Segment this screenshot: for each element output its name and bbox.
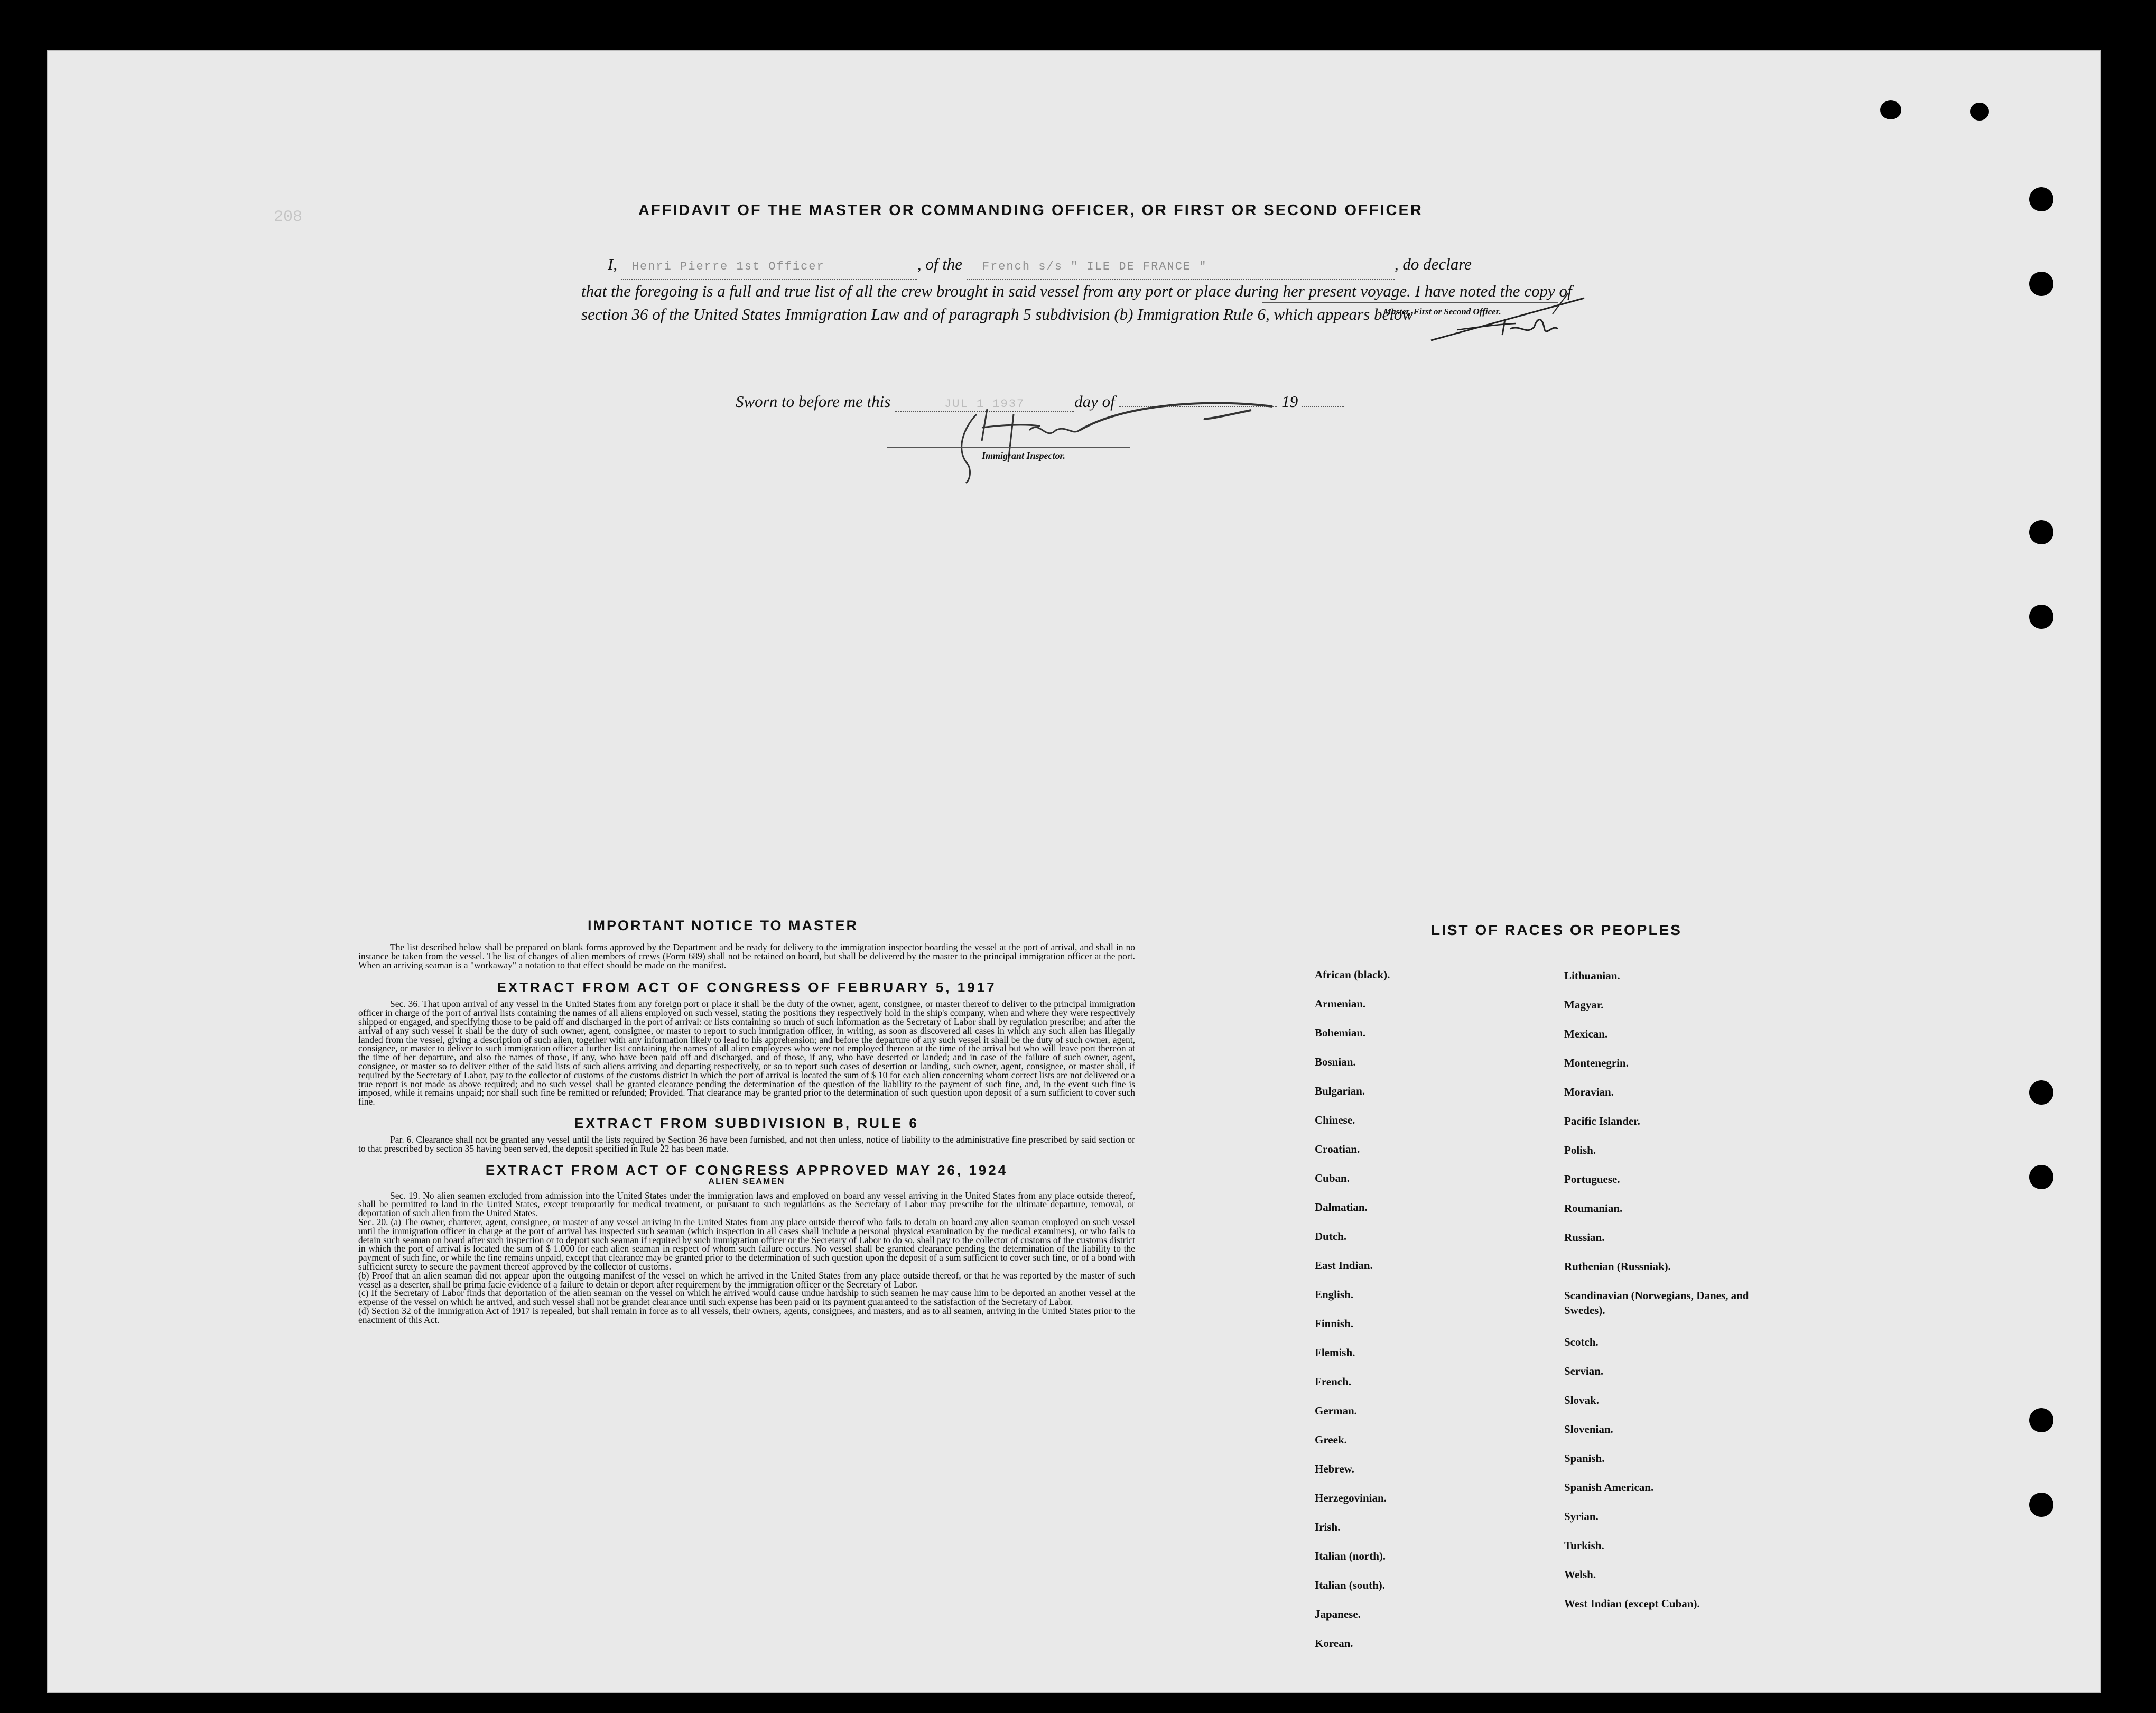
races-title: LIST OF RACES OR PEOPLES xyxy=(1431,922,1682,938)
sworn-prefix: Sworn to before me this xyxy=(736,392,891,411)
extract3-body: Sec. 19. No alien seamen excluded from admission into the United States under the immigration laws and employed on board any vessel arriving in the United States from any place outside thereof, shall be permitted to land in the United States, except temporarily for medical treatment, or pursuant to such regulations as the Secretary of Labor may prescribe for the ultimate departure, removal, or deportation of such alien from the United States. Sec. 20. (a) The owner, charterer, agent, consignee, or master of any vessel arriving in the United States from any place outside thereof who fails to detain on board any alien seaman employed on such vessel until the immigration officer in charge at the port of arrival has inspected such seaman (which inspection in all cases shall include a personal physical examination by the medical examiners), or who fails to detain such seaman on board after such inspection or to deport such seaman if required by such immigration officer or the Secretary of Labor to do so, shall pay to the collector of customs of the customs district in which the port of arrival is located the sum of $ 1.000 for each alien seaman in respect of whom such failure occurs. No vessel shall be granted clearance pending the determination of the liability to the payment of such fine, or while the fine remains unpaid, except that clearance may be granted prior to the determination of such question upon the deposit of a sum sufficient to cover such fine, or of a bond with sufficient surety to secure the payment thereof approved by the collector of customs. (b) Proof that an alien seaman did not appear upon the outgoing manifest of the vessel on which he arrived in the United States from any place outside thereof, or that he was reported by the master of such vessel as a deserter, shall be prima facie evidence of a failure to detain or deport after requirement by the immigration officer or the Secretary of Labor. (c) If the Secretary of Labor finds that deportation of the alien seaman on the vessel on which he arrived would cause undue hardship to such seamen he may cause him to be deported an another vessel at the expense of the vessel on which he arrived, and such vessel shall not be grandet clearance until such expense has been paid or its payment guaranteed to the satisfaction of the Secretary of Labor. (d) Section 32 of the Immigration Act of 1917 is repealed, but shall remain in force as to all vessels, their owners, agents, consignees, and masters, and as to all seamen, arriving in the United States prior to the enactment of this Act. xyxy=(358,1190,1135,1325)
race-item: Korean. xyxy=(1315,1637,1353,1650)
punch-hole-icon xyxy=(2029,1165,2053,1189)
inspector-signature-line xyxy=(887,447,1130,448)
race-item: Dalmatian. xyxy=(1315,1201,1368,1214)
race-item: East Indian. xyxy=(1315,1259,1373,1272)
race-item: Bosnian. xyxy=(1315,1055,1356,1068)
punch-hole-icon xyxy=(2029,520,2053,544)
extract1-title: EXTRACT FROM ACT OF CONGRESS OF FEBRUARY 5, 1917 xyxy=(497,979,997,996)
document-page xyxy=(47,50,2101,1693)
inspector-signature xyxy=(934,377,1336,494)
affidavit-prefix: I, xyxy=(608,255,618,273)
notice-paragraph: The list described below shall be prepared on blank forms approved by the Department and be ready for delivery to the immigration inspector boarding the vessel at the port of arrival, and shall in no instance be taken from the vessel. The list of changes of alien members of crews (Form 689) shall not be retained on board, but shall be delivered by the master to the principal immigration officer at the port. When an arriving seaman is a "workaway" a notation to that effect should be made on the manifest. xyxy=(358,942,1135,970)
affidavit-of-the: , of the xyxy=(917,255,963,273)
race-item: Bohemian. xyxy=(1315,1026,1366,1039)
race-item: Ruthenian (Russniak). xyxy=(1564,1260,1671,1273)
affidavit-declare: , do declare xyxy=(1394,255,1472,273)
race-item: Scotch. xyxy=(1564,1336,1599,1348)
race-item: Spanish. xyxy=(1564,1452,1605,1465)
sworn-date-stamp: JUL 1 1937 xyxy=(944,397,1025,411)
race-item: West Indian (except Cuban). xyxy=(1564,1597,1700,1610)
race-item: Moravian. xyxy=(1564,1086,1614,1098)
punch-hole-icon xyxy=(2029,187,2053,211)
race-item: English. xyxy=(1315,1288,1353,1301)
affidavit-body: that the foregoing is a full and true list of all the crew brought in said vessel from any port or place during her present voyage. I have noted the copy of section 36 of the United States Immigration Law and of paragraph 5 subdivision (b) Immigration Rule 6, which appears below xyxy=(581,282,1572,323)
officer-name: Henri Pierre 1st Officer xyxy=(631,260,825,273)
race-item: Turkish. xyxy=(1564,1539,1604,1552)
extract2-body: Par. 6. Clearance shall not be granted any vessel until the lists required by Section 36 have been furnished, and not then unless, notice of liability to the administrative fine prescribed by said section or to that prescribed by section 35 having been served, the deposit specified in Rule 22 has been made. xyxy=(358,1134,1135,1154)
race-item: Slovak. xyxy=(1564,1394,1599,1406)
inspector-label: Immigrant Inspector. xyxy=(982,450,1066,461)
extract2-title: EXTRACT FROM SUBDIVISION B, RULE 6 xyxy=(574,1115,919,1131)
race-item: Pacific Islander. xyxy=(1564,1115,1640,1127)
race-item: Bulgarian. xyxy=(1315,1085,1365,1097)
race-item: Roumanian. xyxy=(1564,1202,1623,1215)
race-item: Montenegrin. xyxy=(1564,1057,1629,1069)
race-item: Herzegovinian. xyxy=(1315,1492,1387,1504)
race-item: Lithuanian. xyxy=(1564,969,1620,982)
race-item: Russian. xyxy=(1564,1231,1605,1244)
race-item: Welsh. xyxy=(1564,1568,1596,1581)
race-item: Scandinavian (Norwegians, Danes, and Swedes). xyxy=(1564,1289,1749,1317)
extract3-subtitle: ALIEN SEAMEN xyxy=(708,1177,785,1186)
race-item: Hebrew. xyxy=(1315,1462,1354,1475)
notice-body xyxy=(358,943,1135,1325)
master-signature-line xyxy=(1262,302,1558,303)
race-item: Dutch. xyxy=(1315,1230,1347,1243)
sworn-year: 19 xyxy=(1281,392,1298,411)
race-item: Chinese. xyxy=(1315,1114,1355,1126)
race-item: Japanese. xyxy=(1315,1608,1361,1621)
punch-hole-icon xyxy=(2029,1493,2053,1517)
extract1-body: Sec. 36. That upon arrival of any vessel in the United States from any foreign port or place it shall be the duty of the owner, agent, consignee, or master thereof to deliver to the principal immigration officer in charge of the port of arrival lists containing the names of all aliens employed on such vessel, stating the positions they respectively hold in the ship's company, when and where they were respectively shipped or engaged, and specifying those to be paid off and discharged in the port of arrival: or lists containing so much of such information as the Secretary of Labor shall by regulation prescribe; and after the arrival of any such vessel it shall be the duty of such owner, agent, consignee, or master to report to such immigration officer, in writing, as soon as discovered all cases in which any such alien has illegally landed from the vessel, giving a description of such alien, together with any information likely to lead to his apprehension; and before the departure of any such vessel it shall be the duty of such owner, agent, consignee, or master to deliver to such immigration officer a further list containing the names of all alien employees who were not employed thereon at the time of the arrival but who will leave port thereon at the time of her departure, and also the names of those, if any, who have been paid off and discharged, and of those, if any, who have deserted or landed; and in case of the failure of such owner, agent, consignee, or master so to deliver either of the said lists of such aliens arriving and departing respectively, or so to report such cases of desertion or landing, such owner, agent, consignee, or master shall, if required by the Secretary of Labor, pay to the collector of customs of the customs district in which the port of arrival is located the sum of $ 10 for each alien concerning whom correct lists are not delivered or a true report is not made as above required; and no such vessel shall be granted clearance pending the determination of the question of the liability to the payment of such fine, and, in the event such fine is imposed, while it remains unpaid; nor shall such fine be remitted or refunded; Provided. That clearance may be granted prior to the determination of such question upon deposit of a sum sufficient to cover such fine. xyxy=(358,998,1135,1107)
extract3-title: EXTRACT FROM ACT OF CONGRESS APPROVED MAY 26, 1924 xyxy=(485,1162,1008,1178)
race-item: Spanish American. xyxy=(1564,1481,1654,1494)
race-item: German. xyxy=(1315,1404,1357,1417)
race-item: Irish. xyxy=(1315,1521,1341,1533)
punch-hole-icon xyxy=(2029,272,2053,296)
ink-spot xyxy=(1880,100,1901,119)
race-item: Slovenian. xyxy=(1564,1423,1613,1436)
race-item: Italian (north). xyxy=(1315,1550,1386,1562)
punch-hole-icon xyxy=(2029,605,2053,629)
race-item: Armenian. xyxy=(1315,997,1366,1010)
race-item: Croatian. xyxy=(1315,1143,1360,1155)
race-item: Italian (south). xyxy=(1315,1579,1386,1591)
race-item: Greek. xyxy=(1315,1433,1347,1446)
vessel-name: French s/s " ILE DE FRANCE " xyxy=(982,260,1207,273)
affidavit-title: AFFIDAVIT OF THE MASTER OR COMMANDING OFFICER, OR FIRST OR SECOND OFFICER xyxy=(638,202,1423,219)
race-item: African (black). xyxy=(1315,968,1390,981)
notice-title: IMPORTANT NOTICE TO MASTER xyxy=(588,918,858,933)
race-item: Portuguese. xyxy=(1564,1173,1620,1186)
race-item: Syrian. xyxy=(1564,1510,1599,1523)
punch-hole-icon xyxy=(2029,1080,2053,1105)
race-item: Finnish. xyxy=(1315,1317,1353,1330)
race-item: Mexican. xyxy=(1564,1027,1608,1040)
ink-spot xyxy=(1970,103,1989,121)
margin-number: 208 xyxy=(274,208,303,226)
race-item: Cuban. xyxy=(1315,1172,1350,1184)
race-item: Flemish. xyxy=(1315,1346,1355,1359)
race-item: Magyar. xyxy=(1564,998,1604,1011)
sworn-day-of: day of xyxy=(1074,392,1115,411)
race-item: French. xyxy=(1315,1375,1352,1388)
master-label: Master, First or Second Officer. xyxy=(1383,307,1501,317)
punch-hole-icon xyxy=(2029,1408,2053,1432)
bleed-through xyxy=(1632,409,1639,422)
race-item: Polish. xyxy=(1564,1144,1596,1156)
race-item: Servian. xyxy=(1564,1365,1604,1377)
